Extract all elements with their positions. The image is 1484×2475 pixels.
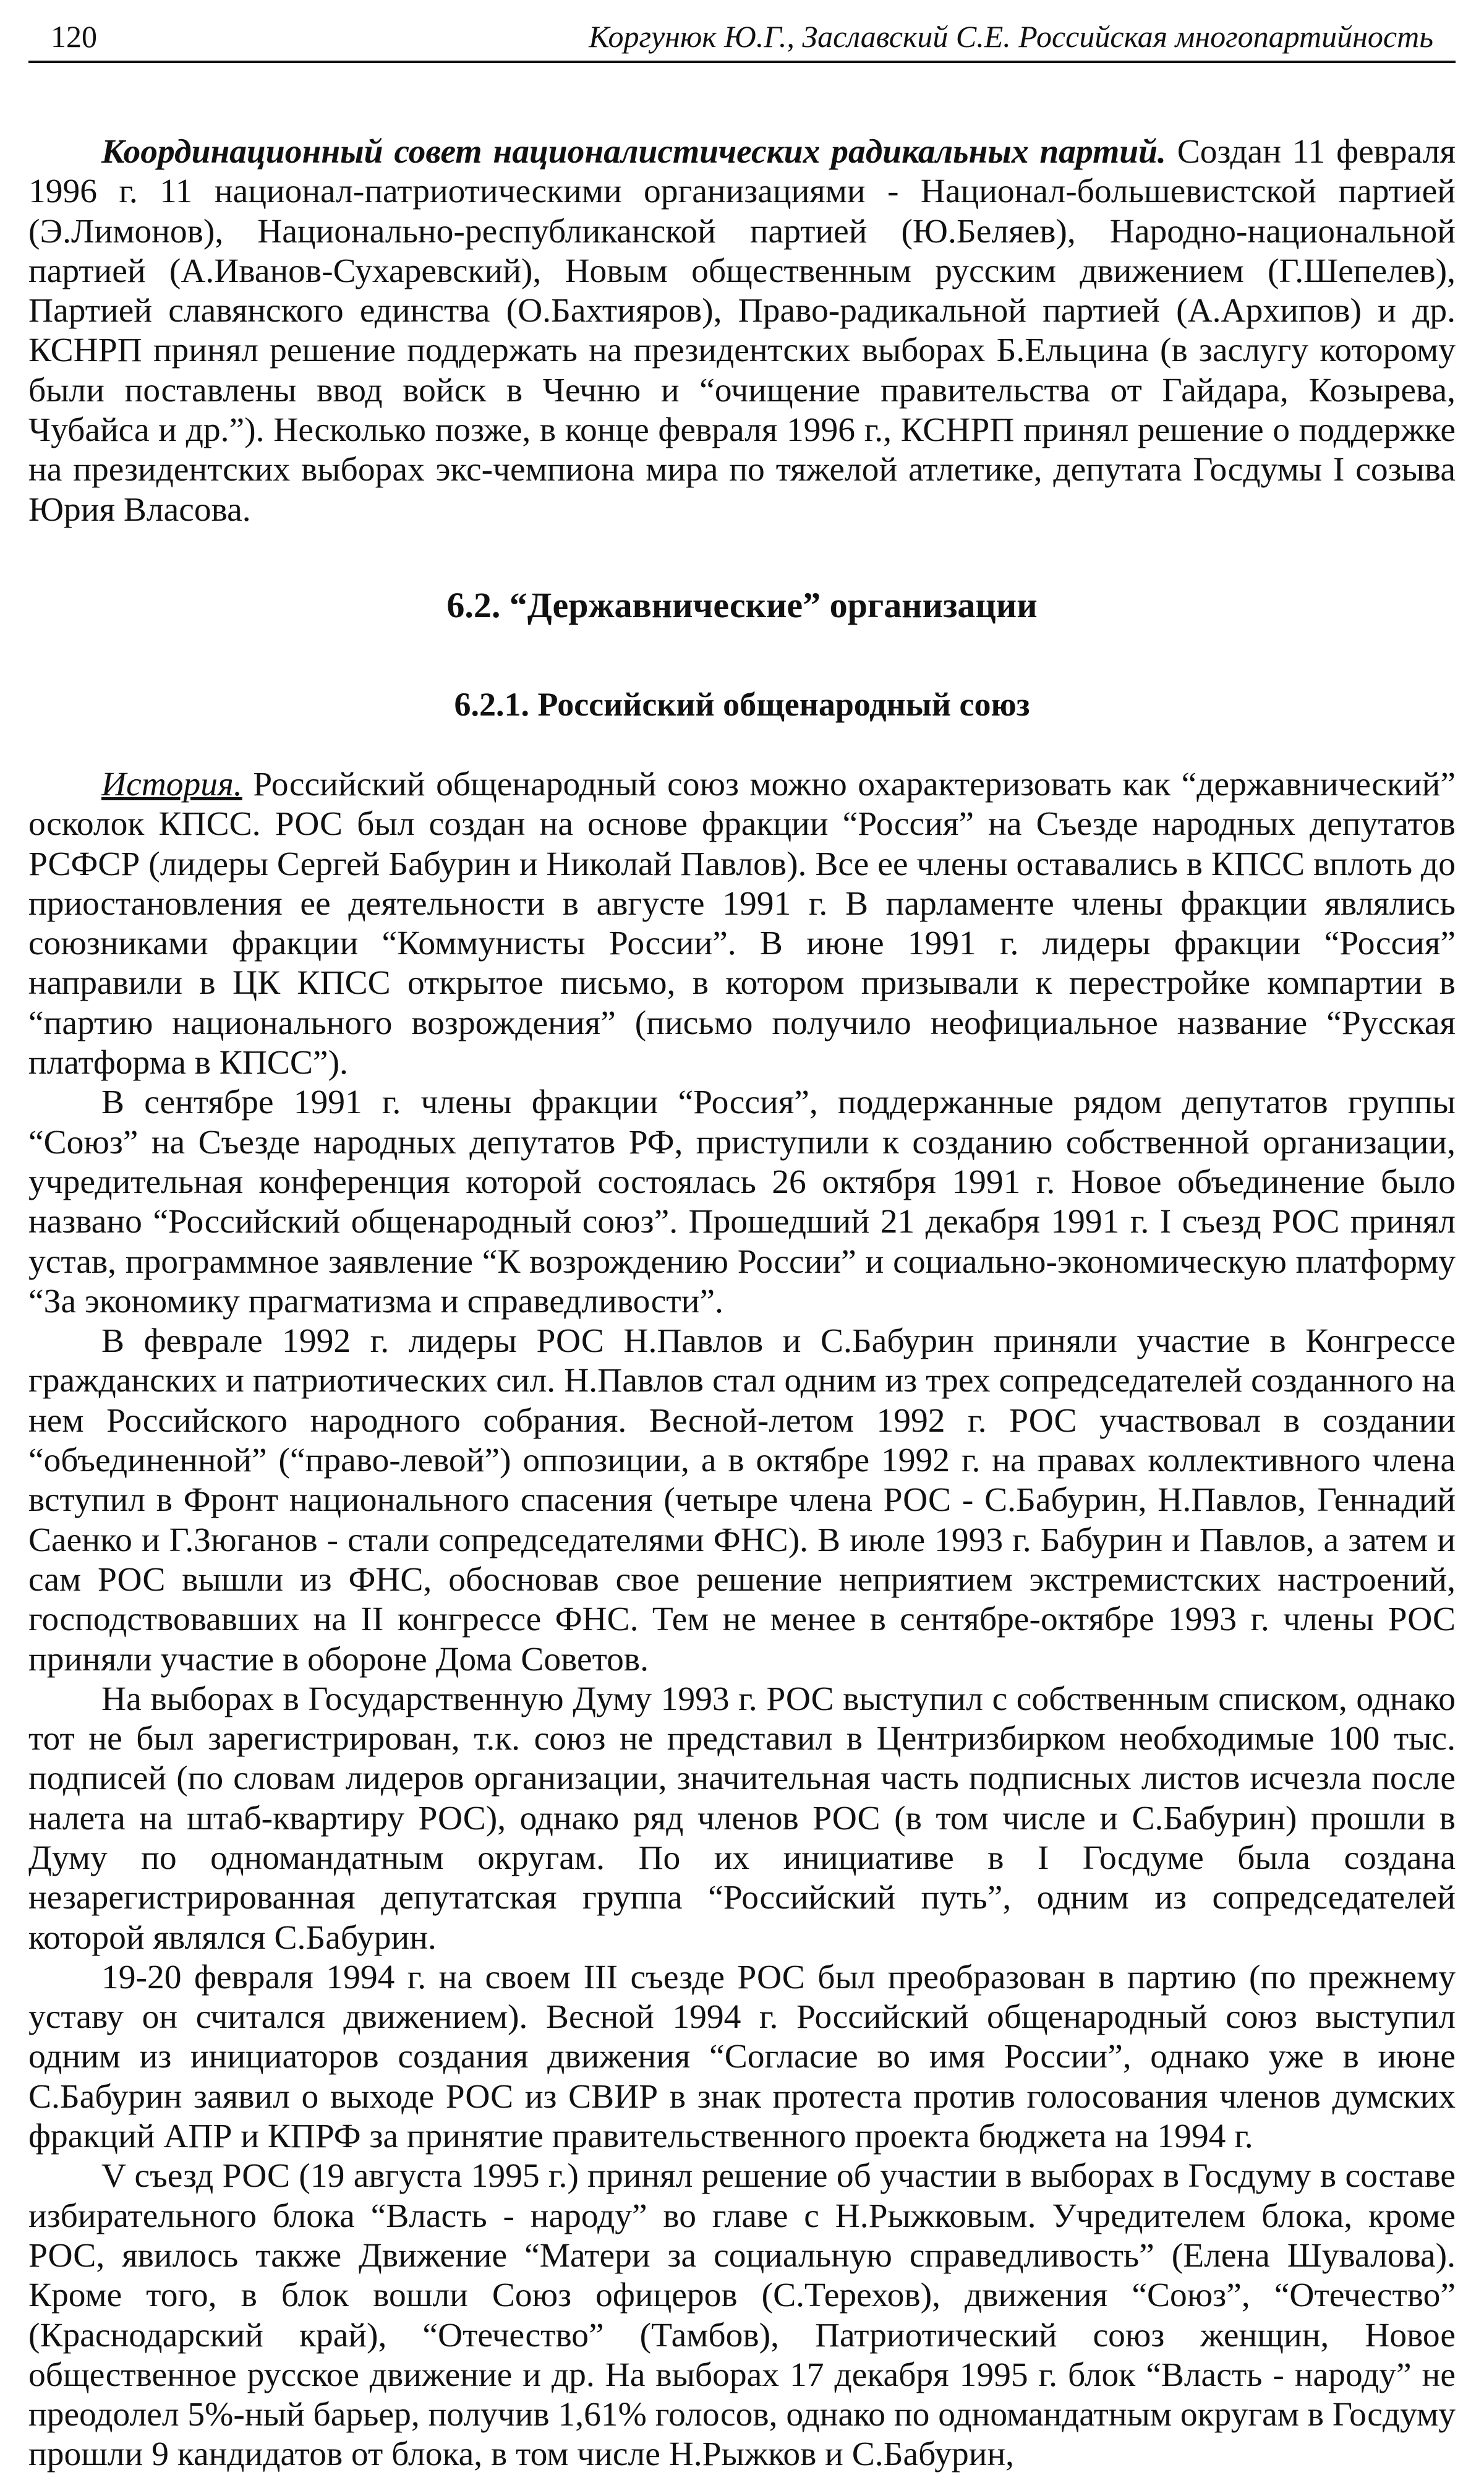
intro-lead-term: Координационный совет националистических радикальных партий. — [101, 133, 1166, 171]
body-paragraph: На выборах в Государственную Думу 1993 г. РОС выступил с собственным списком, однако тот не был зарегистрирован, т.к. союз не представил в Центризбирком необходимые 100 тыс. подписей (по словам лидеров организации, значительная часть подписных листов исчезла после налета на штаб-квартиру РОС), однако ряд членов РОС (в том числе и С.Бабурин) прошли в Думу по одномандатным округам. По их инициативе в I Госдуме была создана незарегистрированная депутатская группа “Российский путь”, одним из сопредседателей которой являлся С.Бабурин. — [28, 1680, 1456, 1957]
body-paragraph: 19-20 февраля 1994 г. на своем III съезде РОС был преобразован в партию (по прежнему уставу он считался движением). Весной 1994 г. Российский общенародный союз выступил одним из инициаторов создания движения “Согласие во имя России”, однако уже в июне С.Бабурин заявил о выходе РОС из СВИР в знак протеста против голосования членов думских фракций АПР и КПРФ за принятие правительственного проекта бюджета на 1994 г. — [28, 1958, 1456, 2156]
body-paragraph: V съезд РОС (19 августа 1995 г.) принял решение об участии в выборах в Госдуму в составе избирательного блока “Власть - народу” во главе с Н.Рыжковым. Учредителем блока, кроме РОС, явилось также Движение “Матери за социальную справедливость” (Елена Шувалова). Кроме того, в блок вошли Союз офицеров (С.Терехов), движения “Союз”, “Отечество” (Краснодарский край), “Отечество” (Тамбов), Патриотический союз женщин, Новое общественное русское движение и др. На выборах 17 декабря 1995 г. блок “Власть - народу” не преодолел 5%-ный барьер, получив 1,61% голосов, однако по одномандатным округам в Госдуму прошли 9 кандидатов от блока, в том числе Н.Рыжков и С.Бабурин, — [28, 2157, 1456, 2474]
body-paragraph: В сентябре 1991 г. члены фракции “Россия”, поддержанные рядом депутатов группы “Союз” на Съезде народных депутатов РФ, приступили к созданию собственной организации, учредительная конференция которой состоялась 26 октября 1991 г. Новое объединение было названо “Российский общенародный союз”. Прошедший 21 декабря 1991 г. I съезд РОС принял устав, программное заявление “К возрождению России” и социально-экономическую платформу “За экономику прагматизма и справедливости”. — [28, 1084, 1456, 1320]
body-paragraph: В феврале 1992 г. лидеры РОС Н.Павлов и С.Бабурин приняли участие в Конгрессе гражданских и патриотических сил. Н.Павлов стал одним из трех сопредседателей созданного на нем Российского народного собрания. Весной-летом 1992 г. РОС участвовал в создании “объединенной” (“право-левой”) оппозиции, а в октябре 1992 г. на правах коллективного члена вступил в Фронт национального спасения (четыре члена РОС - С.Бабурин, Н.Павлов, Геннадий Саенко и Г.Зюганов - стали сопредседателями ФНС). В июле 1993 г. Бабурин и Павлов, а затем и сам РОС вышли из ФНС, обосновав свое решение неприятием экстремистских настроений, господствовавших на II конгрессе ФНС. Тем не менее в сентябре-октябре 1993 г. члены РОС приняли участие в обороне Дома Советов. — [28, 1322, 1456, 1678]
section-heading: 6.2. “Державнические” организации — [446, 584, 1038, 625]
running-title: Коргунюк Ю.Г., Заславский С.Е. Российская многопартийность — [589, 19, 1433, 54]
intro-text: Создан 11 февраля 1996 г. 11 национал-патриотическими организациями - Национал-большевистской партией (Э.Лимонов), Национально-республиканской партией (Ю.Беляев), Народно-национальной партией (А.Иванов-Сухаревский), Новым общественным русским движением (Г.Шепелев), Партией славянского единства (О.Бахтияров), Право-радикальной партией (А.Архипов) и др. КСНРП принял решение поддержать на президентских выборах Б.Ельцина (в заслугу которому были поставлены ввод войск в Чечню и “очищение правительства от Гайдара, Козырева, Чубайса и др.”). Несколько позже, в конце февраля 1996 г., КСНРП принял решение о поддержке на президентских выборах экс-чемпиона мира по тяжелой атлетике, депутата Госдумы I созыва Юрия Власова. — [28, 133, 1456, 529]
history-paragraph — [28, 765, 1456, 1083]
subsection-heading: 6.2.1. Российский общенародный союз — [454, 685, 1030, 723]
history-text: Российский общенародный союз можно охарактеризовать как “державнический” осколок КПСС. РОС был создан на основе фракции “Россия” на Съезде народных депутатов РСФСР (лидеры Сергей Бабурин и Николай Павлов). Все ее члены оставались в КПСС вплоть до приостановления ее деятельности в августе 1991 г. В парламенте члены фракции являлись союзниками фракции “Коммунисты России”. В июне 1991 г. лидеры фракции “Россия” направили в ЦК КПСС открытое письмо, в котором призывали к перестройке компартии в “партию национального возрождения” (письмо получило неофициальное название “Русская платформа в КПСС”). — [28, 765, 1456, 1082]
page-body — [28, 63, 1456, 2475]
intro-paragraph — [28, 132, 1456, 530]
page-number: 120 — [51, 19, 97, 54]
running-header — [28, 0, 1456, 63]
history-label: История. — [101, 765, 242, 803]
book-page — [28, 0, 1456, 2475]
